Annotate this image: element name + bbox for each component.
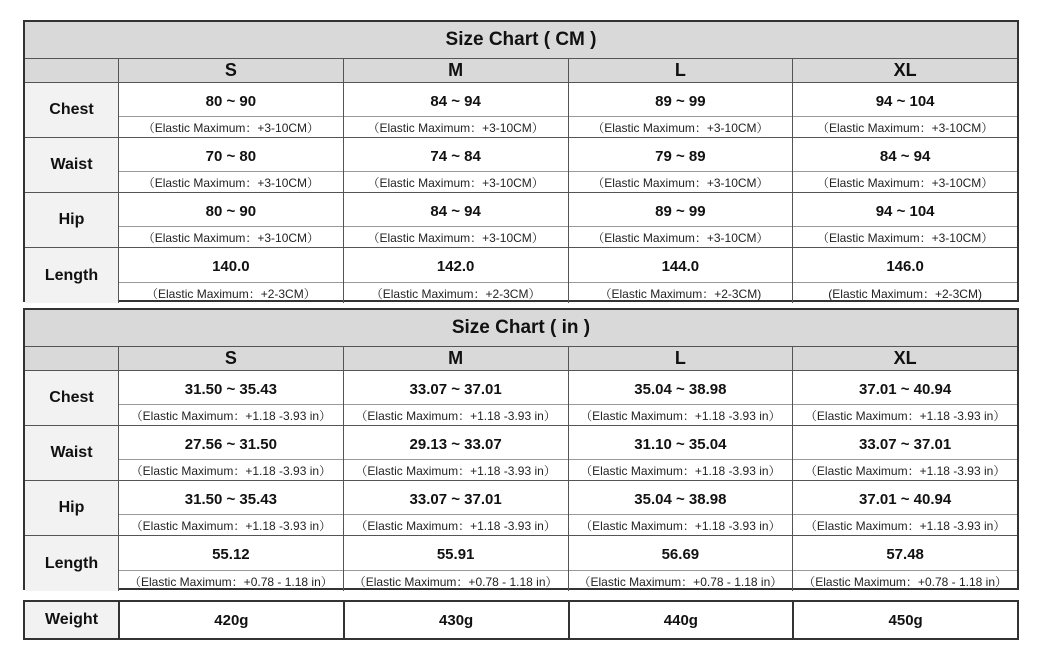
row-label-chest: Chest (25, 83, 118, 138)
weight-table (23, 600, 1019, 640)
table-cell (792, 481, 1017, 536)
cell-note: （Elastic Maximum：+2-3CM) (569, 282, 793, 303)
cell-value: 55.12 (212, 546, 250, 563)
cell-note: （Elastic Maximum：+3-10CM） (793, 116, 1017, 137)
cell-note: （Elastic Maximum：+3-10CM） (344, 171, 568, 192)
table-cell (792, 248, 1017, 303)
row-label-hip: Hip (25, 193, 118, 248)
table-cell (792, 371, 1017, 426)
cell-note: （Elastic Maximum：+1.18 -3.93 in） (569, 514, 793, 535)
cell-note: （Elastic Maximum：+3-10CM） (344, 226, 568, 247)
cell-value: 84 ~ 94 (879, 147, 931, 165)
table-cell (568, 481, 793, 536)
cell-note: (Elastic Maximum：+2-3CM) (793, 282, 1017, 303)
cell-note: （Elastic Maximum：+0.78 - 1.18 in） (793, 570, 1017, 591)
cell-note: （Elastic Maximum：+2-3CM） (119, 282, 343, 303)
corner-cell (25, 347, 118, 371)
table-cell (568, 426, 793, 481)
size-chart-cm (23, 20, 1019, 302)
weight-value: 420g (118, 602, 343, 638)
cell-value: 79 ~ 89 (655, 147, 706, 165)
chart-title: Size Chart ( CM ) (25, 22, 1017, 59)
cell-value: 94 ~ 104 (875, 92, 935, 110)
cell-note: （Elastic Maximum：+0.78 - 1.18 in） (119, 570, 343, 591)
cell-value: 70 ~ 80 (205, 147, 257, 165)
table-cell (343, 248, 568, 303)
cell-value: 84 ~ 94 (430, 92, 481, 110)
row-label-chest: Chest (25, 371, 118, 426)
weight-value: 450g (792, 602, 1017, 638)
chart-title: Size Chart ( in ) (25, 310, 1017, 347)
cell-value: 80 ~ 90 (205, 92, 257, 110)
cell-value: 33.07 ~ 37.01 (859, 435, 952, 453)
table-cell (343, 481, 568, 536)
table-cell (343, 83, 568, 138)
weight-value: 430g (343, 602, 568, 638)
table-cell (343, 426, 568, 481)
size-header: M (343, 59, 568, 83)
row-label-waist: Waist (25, 138, 118, 193)
size-table (25, 347, 1017, 591)
cell-note: （Elastic Maximum：+1.18 -3.93 in） (793, 514, 1017, 535)
cell-note: （Elastic Maximum：+3-10CM） (793, 226, 1017, 247)
cell-value: 35.04 ~ 38.98 (634, 490, 727, 508)
cell-note: （Elastic Maximum：+2-3CM） (344, 282, 568, 303)
table-cell (343, 536, 568, 591)
cell-value: 27.56 ~ 31.50 (184, 435, 277, 453)
table-cell (792, 138, 1017, 193)
table-cell (568, 371, 793, 426)
cell-note: （Elastic Maximum：+3-10CM） (119, 171, 343, 192)
table-cell (118, 138, 343, 193)
table-cell (343, 138, 568, 193)
cell-value: 33.07 ~ 37.01 (409, 380, 502, 398)
size-header: XL (792, 59, 1017, 83)
cell-value: 57.48 (886, 546, 924, 563)
cell-value: 144.0 (661, 258, 700, 275)
cell-note: （Elastic Maximum：+1.18 -3.93 in） (569, 404, 793, 425)
cell-value: 56.69 (661, 546, 700, 563)
table-cell (792, 193, 1017, 248)
cell-note: （Elastic Maximum：+3-10CM） (344, 116, 568, 137)
cell-note: （Elastic Maximum：+3-10CM） (569, 226, 793, 247)
cell-value: 31.50 ~ 35.43 (184, 380, 277, 398)
cell-note: （Elastic Maximum：+1.18 -3.93 in） (793, 404, 1017, 425)
table-cell (118, 426, 343, 481)
cell-value: 80 ~ 90 (205, 202, 257, 220)
table-cell (792, 536, 1017, 591)
cell-value: 94 ~ 104 (875, 202, 935, 220)
table-cell (118, 481, 343, 536)
cell-note: （Elastic Maximum：+3-10CM） (569, 171, 793, 192)
table-cell (118, 193, 343, 248)
cell-value: 33.07 ~ 37.01 (409, 490, 502, 508)
size-header: XL (792, 347, 1017, 371)
cell-value: 140.0 (212, 258, 250, 275)
table-cell (568, 83, 793, 138)
cell-note: （Elastic Maximum：+3-10CM） (119, 226, 343, 247)
row-label-length: Length (25, 248, 118, 303)
cell-note: （Elastic Maximum：+0.78 - 1.18 in） (569, 570, 793, 591)
size-header: S (118, 347, 343, 371)
cell-note: （Elastic Maximum：+3-10CM） (569, 116, 793, 137)
cell-value: 89 ~ 99 (655, 92, 706, 110)
cell-note: （Elastic Maximum：+0.78 - 1.18 in） (344, 570, 568, 591)
cell-note: （Elastic Maximum：+3-10CM） (119, 116, 343, 137)
row-label-length: Length (25, 536, 118, 591)
cell-note: （Elastic Maximum：+1.18 -3.93 in） (119, 514, 343, 535)
table-cell (118, 371, 343, 426)
cell-note: （Elastic Maximum：+1.18 -3.93 in） (793, 459, 1017, 480)
cell-value: 146.0 (886, 258, 924, 275)
cell-note: （Elastic Maximum：+1.18 -3.93 in） (344, 459, 568, 480)
table-cell (568, 248, 793, 303)
cell-note: （Elastic Maximum：+1.18 -3.93 in） (119, 404, 343, 425)
corner-cell (25, 59, 118, 83)
cell-value: 55.91 (436, 546, 475, 563)
size-chart-in (23, 308, 1019, 590)
row-label-hip: Hip (25, 481, 118, 536)
table-cell (118, 248, 343, 303)
size-table (25, 59, 1017, 303)
row-label-waist: Waist (25, 426, 118, 481)
table-cell (118, 83, 343, 138)
table-cell (343, 193, 568, 248)
cell-value: 84 ~ 94 (430, 202, 481, 220)
size-header: M (343, 347, 568, 371)
cell-note: （Elastic Maximum：+1.18 -3.93 in） (344, 404, 568, 425)
cell-note: （Elastic Maximum：+1.18 -3.93 in） (569, 459, 793, 480)
cell-value: 31.50 ~ 35.43 (184, 490, 277, 508)
size-header: S (118, 59, 343, 83)
size-header: L (568, 59, 793, 83)
cell-value: 29.13 ~ 33.07 (409, 435, 502, 453)
cell-value: 31.10 ~ 35.04 (634, 435, 727, 453)
row-label-weight: Weight (25, 602, 118, 638)
size-header: L (568, 347, 793, 371)
table-cell (568, 536, 793, 591)
weight-value: 440g (568, 602, 793, 638)
cell-value: 89 ~ 99 (655, 202, 706, 220)
table-cell (568, 193, 793, 248)
cell-value: 74 ~ 84 (430, 147, 481, 165)
table-cell (343, 371, 568, 426)
table-cell (118, 536, 343, 591)
cell-note: （Elastic Maximum：+1.18 -3.93 in） (344, 514, 568, 535)
cell-value: 142.0 (436, 258, 475, 275)
cell-value: 35.04 ~ 38.98 (634, 380, 727, 398)
cell-value: 37.01 ~ 40.94 (859, 380, 952, 398)
cell-value: 37.01 ~ 40.94 (859, 490, 952, 508)
table-cell (568, 138, 793, 193)
cell-note: （Elastic Maximum：+1.18 -3.93 in） (119, 459, 343, 480)
table-cell (792, 83, 1017, 138)
cell-note: （Elastic Maximum：+3-10CM） (793, 171, 1017, 192)
table-cell (792, 426, 1017, 481)
